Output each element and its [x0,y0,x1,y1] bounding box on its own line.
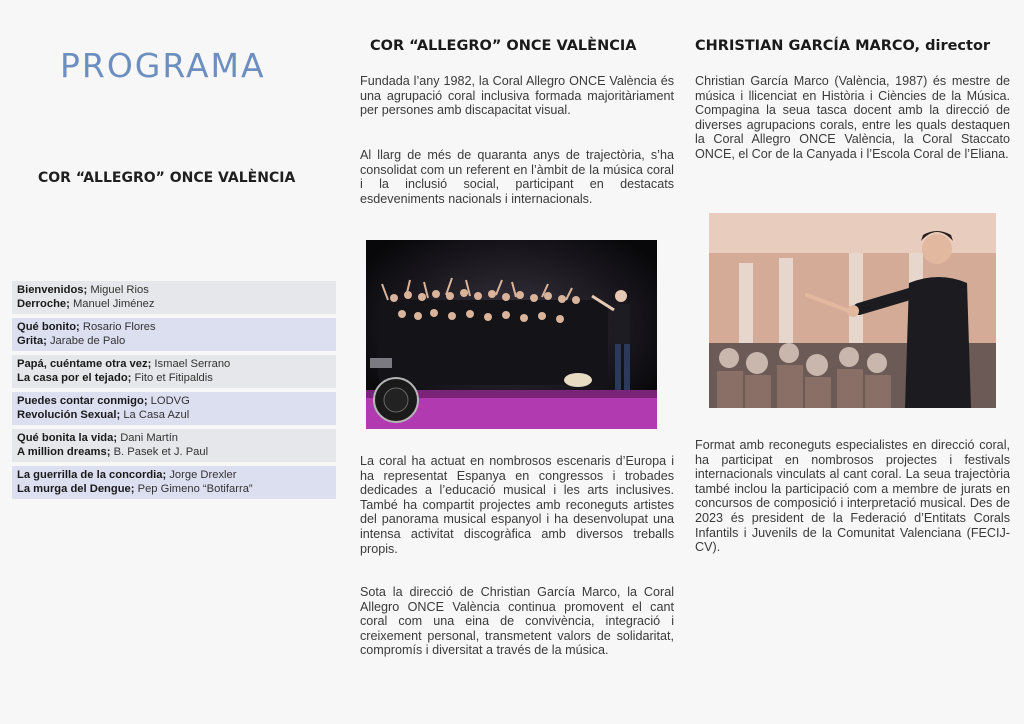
choir-heading: COR “ALLEGRO” ONCE VALÈNCIA [370,38,637,54]
program-item [17,372,331,386]
program-item [17,446,331,460]
program-block [12,318,336,351]
choir-paragraph-1: Fundada l’any 1982, la Coral Allegro ONCE València és una agrupació coral inclusiva formada majoritàriament per persones amb discapacitat visual. [360,74,674,118]
program-item [17,432,331,446]
song-author: La Casa Azul [123,408,190,421]
program-block [12,429,336,462]
song-title: La guerrilla de la concordia; [17,469,167,481]
program-item [17,483,331,497]
song-author: LODVG [150,395,190,407]
choir-photo [366,240,657,429]
song-title: Puedes contar conmigo; [17,395,148,407]
program-list [12,281,336,503]
director-photo [709,213,996,408]
program-item [17,358,331,372]
director-paragraph-2: Format amb reconeguts especialistes en direcció coral, ha participat en nombrosos projectes i festivals internacionals vinculats al cant coral. La seua trajectòria també inclou la participació com a membre de jurats en concursos de composició i interpretació musical. Des de 2023 és president de la Federació d’Entitats Corals Infantils i Juvenils de la Comunitat Valenciana (FECIJ-CV). [695,438,1010,555]
page-title: PROGRAMA [60,46,266,85]
program-item [17,321,331,335]
song-title: Papá, cuéntame otra vez; [17,358,152,370]
song-author: Miguel Rios [90,284,149,296]
song-author: Fito et Fitipaldis [134,371,213,384]
song-title: Revolución Sexual; [17,408,121,421]
song-title: La murga del Dengue; [17,482,135,495]
program-block [12,355,336,388]
song-title: Qué bonito; [17,321,80,333]
program-block [12,466,336,499]
song-author: Dani Martín [120,432,179,444]
song-author: Ismael Serrano [154,358,231,370]
director-conducting-image [709,213,996,408]
choir-paragraph-3: La coral ha actuat en nombrosos escenaris d’Europa i ha representat Espanya en congressos i trobades dedicades a l’educació musical i les arts inclusives. També ha compartit projectes amb reconeguts artistes del panorama musical espanyol i ha desenvolupat una intensa activitat discogràfica amb diversos treballs propis. [360,454,674,556]
choir-paragraph-4: Sota la direcció de Christian García Marco, la Coral Allegro ONCE València continua promovent el cant coral com una eina de convivència, integració i creixement personal, transmetent valors de solidaritat, compromís i diversitat a través de la música. [360,585,674,658]
song-title: Qué bonita la vida; [17,432,118,444]
song-title: Derroche; [17,297,70,310]
choir-paragraph-2: Al llarg de més de quaranta anys de trajectòria, s’ha consolidat com un referent en l’àmbit de la música coral i la inclusió social, participant en destacats esdeveniments nacionals i internacionals. [360,148,674,206]
song-author: Jarabe de Palo [49,334,126,347]
song-title: Bienvenidos; [17,284,88,296]
program-block [12,392,336,425]
director-heading: CHRISTIAN GARCÍA MARCO, director [695,38,991,54]
song-title: Grita; [17,334,47,347]
song-title: A million dreams; [17,445,111,458]
choir-heading-left: COR “ALLEGRO” ONCE VALÈNCIA [38,170,296,186]
program-item [17,335,331,349]
song-author: Jorge Drexler [169,469,237,481]
director-paragraph-1: Christian García Marco (València, 1987) és mestre de música i llicenciat en Història i Ciències de la Música. Compagina la seua tasca docent amb la direcció de diverses agrupacions corals, entre les quals destaquen la Coral Allegro ONCE València, la Coral Staccato ONCE, el Cor de la Canyada i l’Escola Coral de l’Eliana. [695,74,1010,161]
song-author: Manuel Jiménez [72,297,155,310]
program-item [17,409,331,423]
program-item [17,395,331,409]
song-author: Rosario Flores [82,321,156,333]
program-block [12,281,336,314]
choir-stage-image [366,240,657,429]
program-item [17,469,331,483]
program-item [17,284,331,298]
song-author: Pep Gimeno “Botifarra” [137,482,253,495]
song-title: La casa por el tejado; [17,371,132,384]
program-item [17,298,331,312]
song-author: B. Pasek et J. Paul [113,445,209,458]
